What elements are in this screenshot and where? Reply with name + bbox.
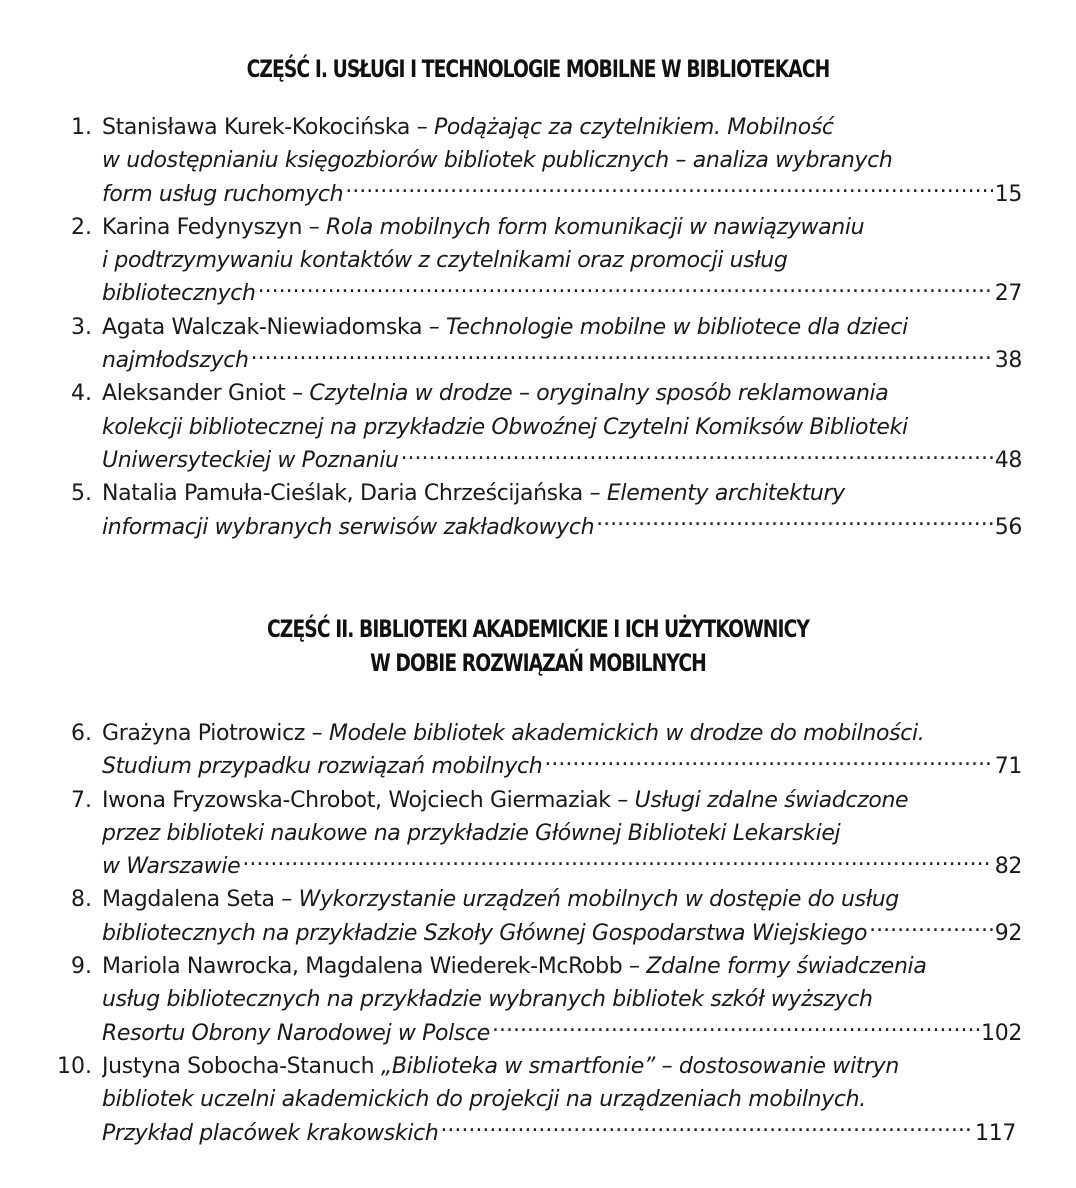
toc-entry-2[interactable] bbox=[0, 211, 1076, 311]
entry-body bbox=[102, 477, 1022, 544]
entry-author: Magdalena Seta – bbox=[102, 887, 299, 913]
entry-body bbox=[102, 883, 1022, 950]
entry-title: Modele bibliotek akademickich w drodze do mobilności. bbox=[328, 721, 925, 746]
entry-body bbox=[102, 377, 1022, 477]
entry-number: 9. bbox=[71, 954, 92, 980]
entry-number: 6. bbox=[71, 721, 92, 746]
dot-leader bbox=[440, 1118, 973, 1140]
toc-entry-8[interactable] bbox=[0, 883, 1076, 950]
entry-author: Natalia Pamuła-Cieślak, Daria Chrześcijańska – bbox=[102, 481, 607, 507]
entry-number: 5. bbox=[71, 481, 92, 507]
entry-number: 3. bbox=[71, 314, 92, 340]
entry-title: Usługi zdalne świadczone bbox=[634, 787, 909, 813]
entry-author: Karina Fedynyszyn – bbox=[102, 214, 326, 240]
entry-title: i podtrzymywaniu kontaktów z czytelnikami oraz promocji usług bbox=[102, 248, 788, 274]
entry-title: Przykład placówek krakowskich bbox=[102, 1120, 439, 1146]
entry-title: przez biblioteki naukowe na przykładzie Głównej Biblioteki Lekarskiej bbox=[102, 820, 841, 846]
entry-number: 4. bbox=[71, 381, 92, 407]
entry-last-line bbox=[102, 511, 1022, 544]
entry-body bbox=[102, 950, 1022, 1050]
entry-title: Rola mobilnych form komunikacji w nawiązywaniu bbox=[326, 214, 865, 240]
entry-line bbox=[102, 377, 1022, 410]
entry-title: najmłodszych bbox=[102, 348, 249, 374]
dot-leader bbox=[492, 1018, 979, 1040]
entry-line bbox=[102, 1050, 1016, 1083]
entry-body bbox=[102, 111, 1022, 211]
entry-page-number: 38 bbox=[994, 348, 1022, 374]
entry-last-line bbox=[102, 750, 1022, 783]
entry-number: 10. bbox=[57, 1053, 92, 1079]
part-2-heading bbox=[118, 612, 957, 680]
entry-title: bibliotek uczelni akademickich do projekcji na urządzeniach mobilnych. bbox=[102, 1087, 866, 1113]
entry-page-number: 56 bbox=[994, 514, 1022, 540]
entry-title: Resortu Obrony Narodowej w Polsce bbox=[102, 1020, 490, 1046]
entry-page-number: 92 bbox=[994, 920, 1022, 946]
entry-title: bibliotecznych bbox=[102, 281, 256, 307]
toc-entry-1[interactable] bbox=[0, 111, 1076, 211]
entry-last-line bbox=[102, 277, 1022, 310]
entry-title: Elementy architektury bbox=[606, 481, 845, 507]
entry-page-number: 102 bbox=[981, 1020, 1022, 1046]
dot-leader bbox=[251, 345, 993, 367]
entry-title: kolekcji bibliotecznej na przykładzie Obwoźnej Czytelni Komiksów Biblioteki bbox=[102, 414, 908, 440]
entry-line bbox=[102, 784, 1022, 817]
entry-title: Podążając za czytelnikiem. Mobilność bbox=[433, 115, 834, 140]
entry-line bbox=[102, 311, 1022, 344]
entry-title: form usług ruchomych bbox=[102, 181, 344, 207]
entry-page-number: 48 bbox=[994, 447, 1022, 473]
entry-page-number: 15 bbox=[994, 181, 1022, 207]
dot-leader bbox=[544, 751, 992, 773]
entry-line bbox=[102, 211, 1022, 244]
entry-title: Studium przypadku rozwiązań mobilnych bbox=[102, 754, 543, 780]
entry-page-number: 71 bbox=[994, 754, 1022, 780]
dot-leader bbox=[242, 851, 992, 873]
entry-last-line bbox=[102, 1117, 1016, 1150]
entry-line bbox=[102, 717, 1022, 750]
toc-entry-6[interactable] bbox=[0, 717, 1076, 784]
part-2-entries bbox=[0, 717, 1076, 1150]
entry-title: informacji wybranych serwisów zakładkowych bbox=[102, 514, 595, 540]
entry-body bbox=[102, 1050, 1016, 1150]
entry-author: Stanisława Kurek-Kokocińska – bbox=[102, 115, 434, 140]
toc-entry-5[interactable] bbox=[0, 477, 1076, 544]
entry-page-number: 82 bbox=[994, 854, 1022, 880]
entry-title: Czytelnia w drodze – oryginalny sposób reklamowania bbox=[309, 381, 889, 407]
entry-title: bibliotecznych na przykładzie Szkoły Głównej Gospodarstwa Wiejskiego bbox=[102, 920, 868, 946]
entry-last-line bbox=[102, 444, 1022, 477]
entry-body bbox=[102, 311, 1022, 378]
entry-title: Technologie mobilne w bibliotece dla dzieci bbox=[446, 314, 908, 340]
entry-last-line bbox=[102, 1017, 1022, 1050]
entry-title: w Warszawie bbox=[102, 854, 241, 880]
dot-leader bbox=[345, 179, 992, 201]
entry-last-line bbox=[102, 850, 1022, 883]
entry-line bbox=[102, 883, 1022, 916]
entry-title: Zdalne formy świadczenia bbox=[646, 954, 927, 980]
entry-line bbox=[102, 111, 1022, 144]
entry-title: Wykorzystanie urządzeń mobilnych w dostępie do usług bbox=[298, 887, 899, 913]
entry-author: Agata Walczak-Niewiadomska – bbox=[102, 314, 447, 340]
entry-body bbox=[102, 211, 1022, 311]
toc-entry-3[interactable] bbox=[0, 311, 1076, 378]
entry-last-line bbox=[102, 917, 1022, 950]
part-1-entries bbox=[0, 111, 1076, 544]
toc-entry-7[interactable] bbox=[0, 784, 1076, 884]
entry-number: 7. bbox=[71, 787, 92, 813]
entry-line bbox=[102, 950, 1022, 983]
entry-author: Justyna Sobocha-Stanuch bbox=[102, 1053, 381, 1079]
entry-title: Uniwersyteckiej w Poznaniu bbox=[102, 447, 399, 473]
entry-author: Mariola Nawrocka, Magdalena Wiederek-McRobb – bbox=[102, 954, 647, 980]
entry-page-number: 27 bbox=[994, 281, 1022, 307]
dot-leader bbox=[869, 918, 993, 940]
part-2-heading-line-2: W DOBIE ROZWIĄZAŃ MOBILNYCH bbox=[370, 649, 706, 677]
entry-body bbox=[102, 784, 1022, 884]
entry-last-line bbox=[102, 178, 1022, 211]
part-1-heading bbox=[118, 52, 957, 86]
part-2-heading-line-1: CZĘŚĆ II. BIBLIOTEKI AKADEMICKIE I ICH UŻYTKOWNICY bbox=[266, 615, 810, 643]
entry-author: Aleksander Gniot – bbox=[102, 381, 310, 407]
entry-author: Iwona Fryzowska-Chrobot, Wojciech Giermaziak – bbox=[102, 787, 635, 813]
dot-leader bbox=[401, 445, 993, 467]
part-1-heading-text: CZĘŚĆ I. USŁUGI I TECHNOLOGIE MOBILNE W BIBLIOTEKACH bbox=[246, 55, 830, 83]
entry-number: 2. bbox=[71, 214, 92, 240]
entry-number: 8. bbox=[71, 887, 92, 913]
toc-entry-4[interactable] bbox=[0, 377, 1076, 477]
dot-leader bbox=[258, 278, 993, 300]
dot-leader bbox=[596, 512, 993, 534]
toc-entry-9[interactable] bbox=[0, 950, 1076, 1050]
entry-page-number: 117 bbox=[975, 1120, 1016, 1146]
entry-last-line bbox=[102, 344, 1022, 377]
entry-title: w udostępnianiu księgozbiorów bibliotek publicznych – analiza wybranych bbox=[102, 148, 893, 174]
entry-body bbox=[102, 717, 1022, 784]
toc-entry-10[interactable] bbox=[0, 1050, 1076, 1150]
entry-title: usług bibliotecznych na przykładzie wybranych bibliotek szkół wyższych bbox=[102, 987, 873, 1013]
entry-author: Grażyna Piotrowicz – bbox=[102, 721, 329, 746]
entry-number: 1. bbox=[71, 115, 92, 140]
entry-title: „Biblioteka w smartfonie” – dostosowanie witryn bbox=[380, 1053, 899, 1079]
entry-line bbox=[102, 477, 1022, 510]
